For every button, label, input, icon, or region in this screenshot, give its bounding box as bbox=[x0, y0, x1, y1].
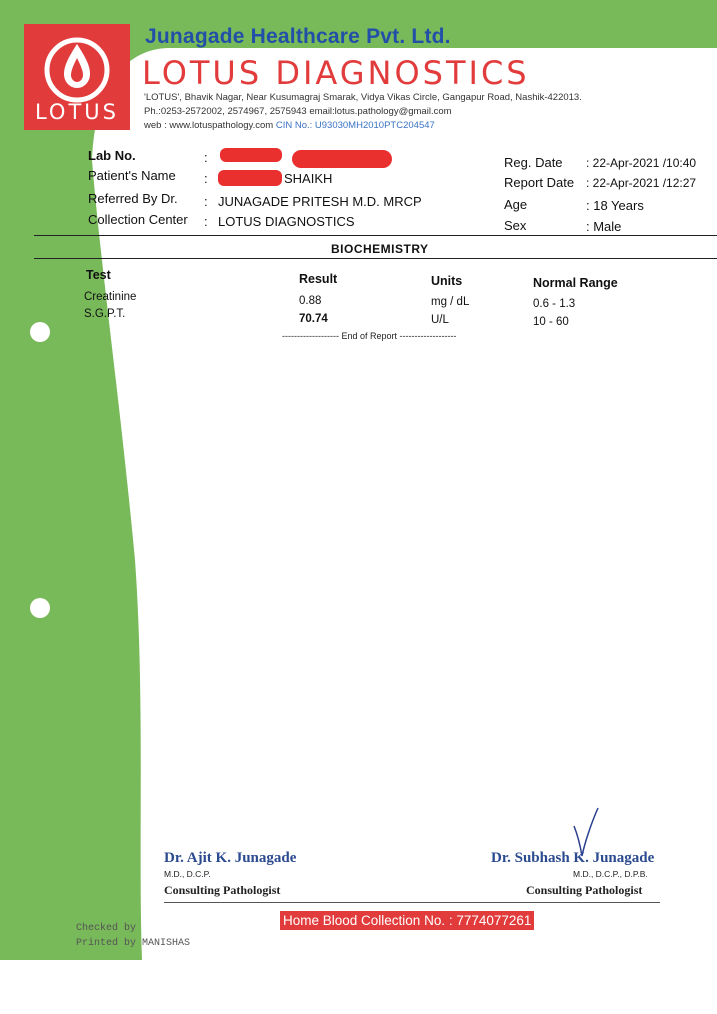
report-date-value: : 22-Apr-2021 /12:27 bbox=[586, 176, 697, 190]
cell-range: 0.6 - 1.3 bbox=[533, 298, 576, 310]
colon: : bbox=[204, 194, 208, 209]
phone-email-line: Ph.:0253-2572002, 2574967, 2575943 email:lotus.pathology@gmail.com bbox=[144, 106, 452, 117]
web-address: web : www.lotuspathology.com bbox=[144, 120, 274, 131]
cell-result: 70.74 bbox=[299, 313, 328, 325]
col-header-result: Result bbox=[299, 272, 338, 286]
web-cin-line bbox=[144, 120, 435, 131]
sex-value: : Male bbox=[586, 219, 622, 234]
report-date-label: Report Date bbox=[504, 175, 575, 190]
doctor-right-name: Dr. Subhash K. Junagade bbox=[491, 850, 655, 866]
reg-date-label: Reg. Date bbox=[504, 155, 563, 170]
collection-center-value: LOTUS DIAGNOSTICS bbox=[218, 214, 355, 229]
patient-name-label: Patient's Name bbox=[88, 168, 176, 183]
address-line: 'LOTUS', Bhavik Nagar, Near Kusumagraj Smarak, Vidya Vikas Circle, Gangapur Road, Nashik-422013. bbox=[144, 92, 582, 103]
redaction-lab-no-2 bbox=[292, 150, 392, 168]
referred-by-value: JUNAGADE PRITESH M.D. MRCP bbox=[218, 194, 422, 209]
doctor-left-name: Dr. Ajit K. Junagade bbox=[164, 850, 297, 866]
cell-test: S.G.P.T. bbox=[84, 308, 126, 320]
punch-hole bbox=[30, 322, 50, 342]
divider bbox=[34, 258, 717, 259]
lotus-drop-icon bbox=[24, 24, 130, 104]
footer-divider bbox=[164, 902, 660, 903]
punch-hole bbox=[30, 598, 50, 618]
brand-name: LOTUS DIAGNOSTICS bbox=[142, 54, 530, 92]
home-collection-banner: Home Blood Collection No. : 7774077261 bbox=[280, 911, 534, 930]
divider bbox=[34, 235, 717, 236]
lab-no-label: Lab No. bbox=[88, 148, 136, 163]
doctor-right-role: Consulting Pathologist bbox=[526, 883, 643, 897]
colon: : bbox=[204, 150, 208, 165]
lotus-logo bbox=[24, 24, 130, 130]
age-value: : 18 Years bbox=[586, 198, 644, 213]
cell-range: 10 - 60 bbox=[533, 316, 569, 328]
checked-by: Checked by bbox=[76, 923, 137, 934]
patient-name-value: SHAIKH bbox=[284, 171, 333, 186]
colon: : bbox=[204, 171, 208, 186]
cin-number: CIN No.: U93030MH2010PTC204547 bbox=[275, 120, 435, 131]
colon: : bbox=[204, 214, 208, 229]
col-header-range: Normal Range bbox=[533, 276, 618, 290]
cell-units: U/L bbox=[431, 314, 449, 326]
age-label: Age bbox=[504, 197, 528, 212]
redaction-patient-name bbox=[218, 170, 282, 186]
collection-center-label: Collection Center bbox=[88, 212, 188, 227]
company-name: Junagade Healthcare Pvt. Ltd. bbox=[145, 25, 451, 48]
col-header-test: Test bbox=[86, 268, 111, 282]
doctor-right-qualification: M.D., D.C.P., D.P.B. bbox=[573, 869, 648, 879]
cell-test: Creatinine bbox=[84, 291, 137, 303]
doctor-left-role: Consulting Pathologist bbox=[164, 883, 281, 897]
logo-word: LOTUS bbox=[34, 100, 119, 124]
cell-units: mg / dL bbox=[431, 296, 470, 308]
redaction-lab-no bbox=[220, 148, 282, 162]
doctor-left-qualification: M.D., D.C.P. bbox=[164, 869, 211, 879]
printed-by: Printed by MANISHAS bbox=[76, 938, 191, 949]
cell-result: 0.88 bbox=[299, 295, 322, 307]
col-header-units: Units bbox=[431, 274, 463, 288]
referred-by-label: Referred By Dr. bbox=[88, 191, 178, 206]
sex-label: Sex bbox=[504, 218, 527, 233]
reg-date-value: : 22-Apr-2021 /10:40 bbox=[586, 156, 697, 170]
end-of-report: ------------------- End of Report ------------------- bbox=[282, 331, 457, 341]
section-title: BIOCHEMISTRY bbox=[331, 242, 429, 256]
